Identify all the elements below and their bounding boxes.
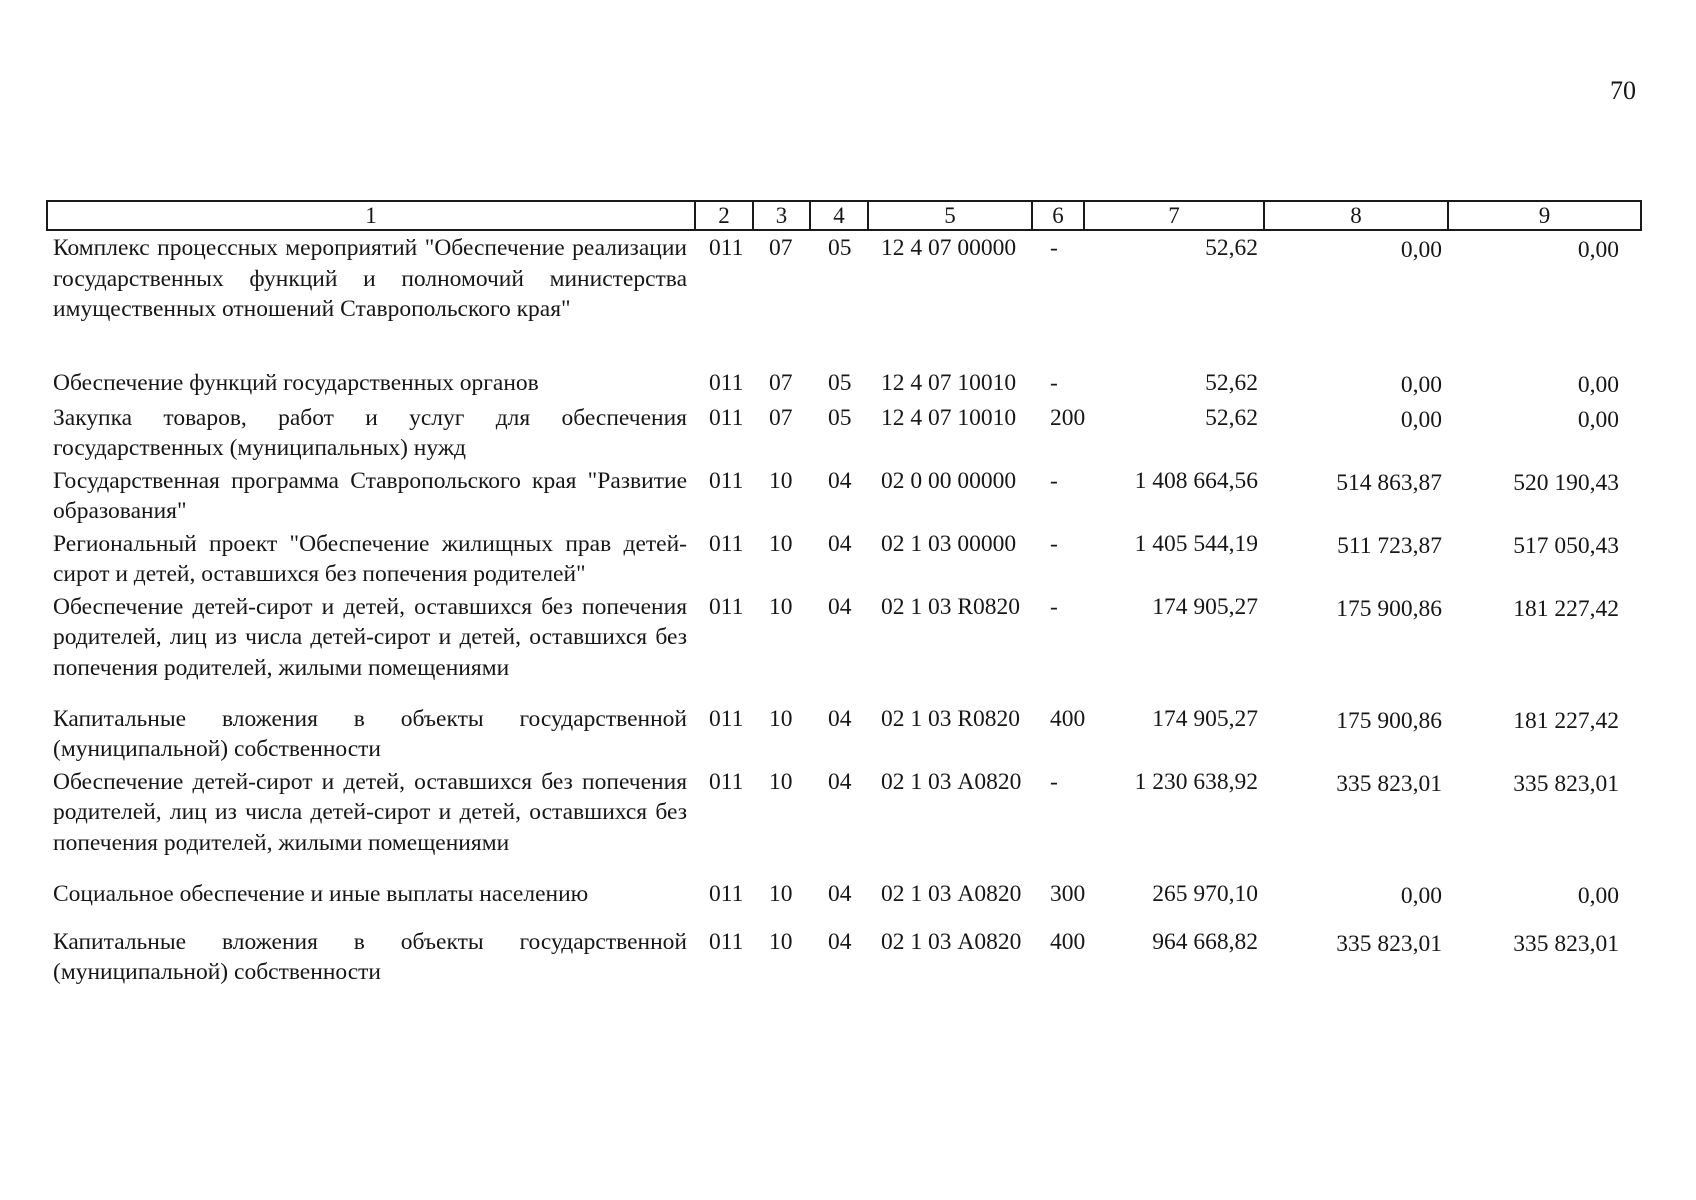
- row-target-article: 02 1 03 00000: [881, 530, 1017, 557]
- row-subsection: 04: [828, 928, 852, 955]
- row-amount-7: 1 230 638,92: [1134, 768, 1258, 795]
- row-gov-code: 011: [709, 530, 744, 557]
- column-header: 4: [810, 201, 868, 230]
- row-expense-type: -: [1050, 593, 1058, 620]
- row-gov-code: 011: [709, 928, 744, 955]
- row-amount-9: 335 823,01: [1513, 930, 1619, 957]
- table-row: [47, 702, 1641, 765]
- table-header: [47, 201, 1641, 230]
- row-section: 10: [769, 768, 793, 795]
- row-amount-7: 1 408 664,56: [1134, 467, 1258, 494]
- row-target-article: 02 1 03 R0820: [881, 705, 1021, 732]
- row-expense-type: -: [1050, 467, 1058, 494]
- row-amount-7: 174 905,27: [1152, 593, 1258, 620]
- table-row: [47, 877, 1641, 925]
- row-name: Социальное обеспечение и иные выплаты населению: [53, 880, 589, 907]
- row-subsection: 04: [828, 530, 852, 557]
- row-section: 07: [769, 404, 793, 431]
- row-section: 10: [769, 530, 793, 557]
- row-name: Капитальные вложения в объекты государственной (муниципальной) собственности: [53, 705, 687, 762]
- row-amount-9: 181 227,42: [1513, 595, 1619, 622]
- row-target-article: 12 4 07 10010: [881, 404, 1017, 431]
- row-amount-7: 52,62: [1205, 370, 1258, 396]
- table-row: [47, 527, 1641, 590]
- row-name: Обеспечение детей-сирот и детей, оставшихся без попечения родителей, лиц из числа детей-сирот и детей, оставшихся без попечения родителей, жилыми помещениями: [53, 593, 687, 681]
- row-expense-type: 300: [1050, 880, 1086, 907]
- row-subsection: 04: [828, 467, 852, 494]
- row-amount-7: 964 668,82: [1152, 928, 1258, 955]
- row-expense-type: 200: [1050, 404, 1086, 431]
- row-amount-8: 175 900,86: [1336, 595, 1442, 622]
- row-name: Обеспечение детей-сирот и детей, оставшихся без попечения родителей, лиц из числа детей-сирот и детей, оставшихся без попечения родителей, жилыми помещениями: [53, 768, 687, 856]
- column-header: 3: [753, 201, 810, 230]
- row-gov-code: 011: [709, 880, 744, 907]
- row-amount-9: 0,00: [1577, 406, 1619, 433]
- row-amount-8: 514 863,87: [1336, 469, 1442, 496]
- row-section: 10: [769, 928, 793, 955]
- row-gov-code: 011: [709, 467, 744, 494]
- row-amount-7: 52,62: [1205, 235, 1258, 261]
- row-amount-9: 0,00: [1577, 882, 1619, 909]
- row-gov-code: 011: [709, 404, 744, 431]
- row-expense-type: -: [1050, 530, 1058, 557]
- row-section: 10: [769, 467, 793, 494]
- row-target-article: 12 4 07 00000: [881, 235, 1017, 261]
- column-header: 1: [47, 201, 695, 230]
- row-amount-9: 0,00: [1577, 237, 1619, 263]
- row-subsection: 04: [828, 705, 852, 732]
- table-row: [47, 366, 1641, 401]
- row-subsection: 04: [828, 880, 852, 907]
- row-subsection: 05: [828, 370, 852, 396]
- column-header: 9: [1448, 201, 1641, 230]
- row-expense-type: -: [1050, 235, 1058, 261]
- row-subsection: 04: [828, 768, 852, 795]
- budget-table: [46, 200, 1642, 988]
- table-row: [47, 590, 1641, 702]
- column-header: 7: [1084, 201, 1264, 230]
- row-name: Закупка товаров, работ и услуг для обеспечения государственных (муниципальных) нужд: [53, 404, 687, 461]
- row-expense-type: -: [1050, 768, 1058, 795]
- row-section: 10: [769, 593, 793, 620]
- row-amount-9: 517 050,43: [1513, 532, 1619, 559]
- row-target-article: 02 1 03 А0820: [881, 880, 1022, 907]
- row-expense-type: 400: [1050, 705, 1086, 732]
- row-target-article: 02 0 00 00000: [881, 467, 1017, 494]
- column-header: 5: [868, 201, 1032, 230]
- table-row: [47, 765, 1641, 877]
- row-section: 10: [769, 705, 793, 732]
- row-amount-9: 0,00: [1577, 372, 1619, 398]
- row-gov-code: 011: [709, 705, 744, 732]
- table-row: [47, 230, 1641, 366]
- row-subsection: 05: [828, 404, 852, 431]
- row-section: 07: [769, 370, 793, 396]
- row-amount-8: 335 823,01: [1336, 930, 1442, 957]
- row-gov-code: 011: [709, 235, 744, 261]
- row-amount-8: 335 823,01: [1336, 770, 1442, 797]
- column-header: 6: [1032, 201, 1084, 230]
- row-amount-9: 335 823,01: [1513, 770, 1619, 797]
- row-name: Обеспечение функций государственных органов: [53, 370, 539, 396]
- row-amount-8: 0,00: [1400, 372, 1442, 398]
- row-amount-9: 520 190,43: [1513, 469, 1619, 496]
- row-target-article: 02 1 03 А0820: [881, 768, 1022, 795]
- page-number: 70: [1610, 76, 1636, 105]
- row-name: Комплекс процессных мероприятий "Обеспечение реализации государственных функций и полномочий министерства имущественных отношений Ставропольского края": [53, 235, 687, 322]
- row-amount-7: 52,62: [1205, 404, 1258, 431]
- row-expense-type: -: [1050, 370, 1058, 396]
- row-amount-8: 511 723,87: [1337, 532, 1442, 559]
- row-amount-7: 174 905,27: [1152, 705, 1258, 732]
- row-target-article: 02 1 03 R0820: [881, 593, 1021, 620]
- row-section: 07: [769, 235, 793, 261]
- row-amount-8: 175 900,86: [1336, 707, 1442, 734]
- row-amount-8: 0,00: [1400, 406, 1442, 433]
- row-expense-type: 400: [1050, 928, 1086, 955]
- row-target-article: 02 1 03 А0820: [881, 928, 1022, 955]
- row-gov-code: 011: [709, 370, 744, 396]
- row-section: 10: [769, 880, 793, 907]
- column-header: 2: [695, 201, 753, 230]
- table-row: [47, 401, 1641, 464]
- row-name: Региональный проект "Обеспечение жилищных прав детей-сирот и детей, оставшихся без попечения родителей": [53, 530, 687, 587]
- row-gov-code: 011: [709, 768, 744, 795]
- row-name: Государственная программа Ставропольского края "Развитие образования": [53, 467, 687, 524]
- row-gov-code: 011: [709, 593, 744, 620]
- row-amount-8: 0,00: [1400, 882, 1442, 909]
- row-target-article: 12 4 07 10010: [881, 370, 1017, 396]
- row-amount-7: 265 970,10: [1152, 880, 1258, 907]
- table-row: [47, 464, 1641, 527]
- table-row: [47, 925, 1641, 988]
- row-subsection: 05: [828, 235, 852, 261]
- row-subsection: 04: [828, 593, 852, 620]
- row-amount-8: 0,00: [1400, 237, 1442, 263]
- row-amount-9: 181 227,42: [1513, 707, 1619, 734]
- table-body: [47, 230, 1641, 988]
- column-header: 8: [1264, 201, 1448, 230]
- row-name: Капитальные вложения в объекты государственной (муниципальной) собственности: [53, 928, 687, 985]
- row-amount-7: 1 405 544,19: [1134, 530, 1258, 557]
